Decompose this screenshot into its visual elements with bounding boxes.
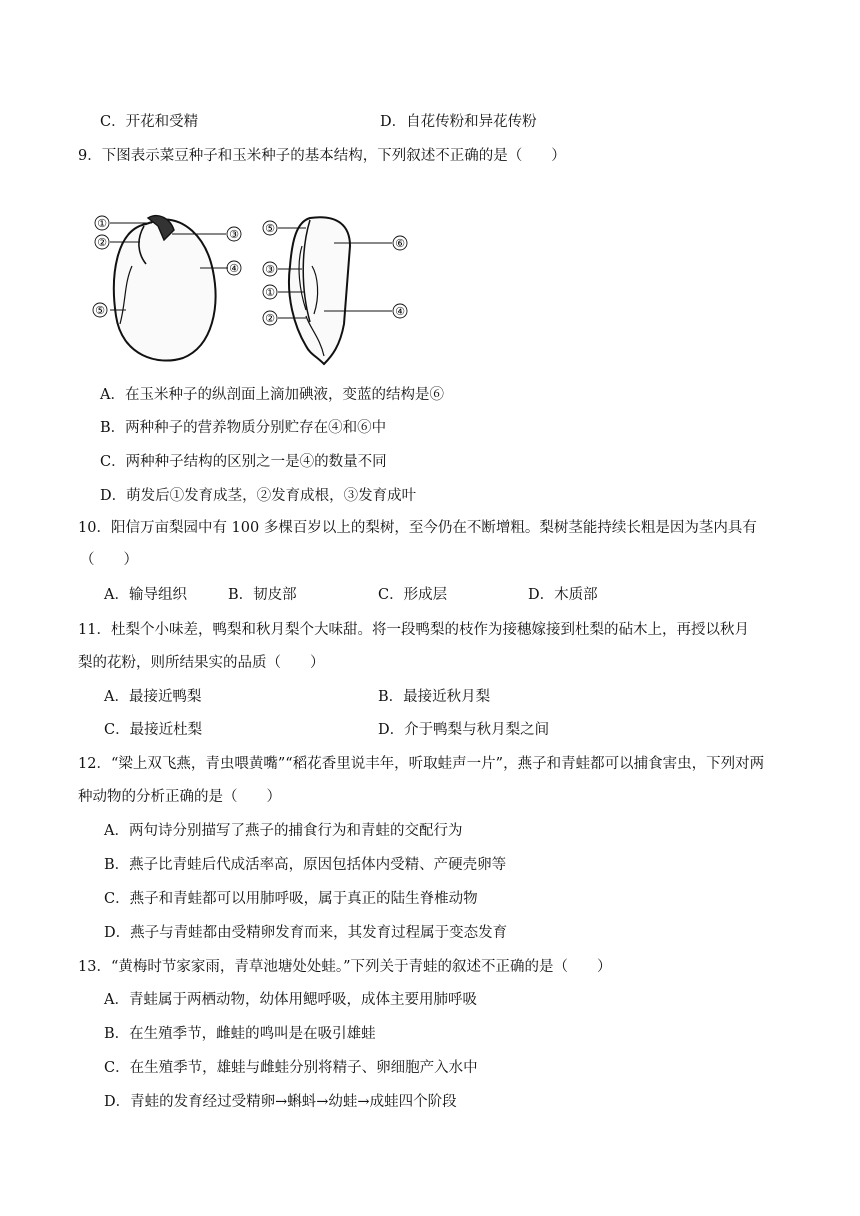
q9-option-d: D．萌发后①发育成茎，②发育成根，③发育成叶 [100, 488, 417, 504]
q11-option-a: A．最接近鸭梨 [104, 689, 202, 705]
q12-option-b: B．燕子比青蛙后代成活率高，原因包括体内受精、产硬壳卵等 [104, 857, 507, 873]
q11-option-c: C．最接近杜梨 [104, 722, 203, 738]
q10-stem-line1: 10．阳信万亩梨园中有 100 多棵百岁以上的梨树，至今仍在不断增粗。梨树茎能持续长粗是因为茎内具有 [78, 520, 757, 536]
q12-option-d: D．燕子与青蛙都由受精卵发育而来，其发育过程属于变态发育 [104, 925, 508, 941]
q9-option-a: A．在玉米种子的纵剖面上滴加碘液，变蓝的结构是⑥ [100, 387, 444, 403]
q10-option-a: A．输导组织 [104, 587, 187, 603]
q10-stem-line2: （ ） [80, 552, 138, 568]
q9-stem: 9．下图表示菜豆种子和玉米种子的基本结构，下列叙述不正确的是（ ） [78, 148, 566, 164]
seed-structure-figure [88, 206, 428, 371]
q10-option-d: D．木质部 [528, 587, 598, 603]
corn-label-5: ⑤ [265, 222, 275, 235]
q9-option-b: B．两种种子的营养物质分别贮存在④和⑥中 [100, 420, 387, 436]
corn-label-3: ③ [265, 263, 275, 276]
corn-label-6: ⑥ [395, 237, 405, 250]
bean-label-3: ③ [229, 228, 239, 241]
q11-stem-line2: 梨的花粉，则所结果实的品质（ ） [78, 655, 325, 671]
bean-label-1: ① [97, 217, 107, 230]
q10-option-c: C．形成层 [378, 587, 448, 603]
q13-option-b: B．在生殖季节，雌蛙的鸣叫是在吸引雄蛙 [104, 1026, 376, 1042]
q10-option-b: B．韧皮部 [228, 587, 297, 603]
q11-option-d: D．介于鸭梨与秋月梨之间 [378, 722, 550, 738]
q8-option-d: D．自花传粉和异花传粉 [380, 114, 537, 130]
bean-seed-diagram [114, 216, 216, 361]
q12-stem-line2: 种动物的分析正确的是（ ） [78, 789, 281, 805]
corn-label-2: ② [265, 312, 275, 325]
q13-stem: 13．“黄梅时节家家雨，青草池塘处处蛙。”下列关于青蛙的叙述不正确的是（ ） [78, 959, 612, 975]
q11-option-b: B．最接近秋月梨 [378, 689, 491, 705]
bean-label-5: ⑤ [95, 304, 105, 317]
bean-label-4: ④ [229, 262, 239, 275]
q13-option-a: A．青蛙属于两栖动物，幼体用鳃呼吸，成体主要用肺呼吸 [104, 992, 477, 1008]
q12-stem-line1: 12．“梁上双飞燕，青虫喂黄嘴”“稻花香里说丰年，听取蛙声一片”，燕子和青蛙都可以捕食害虫，下列对两 [78, 756, 765, 772]
q8-option-c: C．开花和受精 [100, 114, 199, 130]
corn-label-1: ① [265, 286, 275, 299]
corn-label-4: ④ [395, 305, 405, 318]
corn-seed-diagram [289, 217, 350, 364]
q13-option-d: D．青蛙的发育经过受精卵→蝌蚪→幼蛙→成蛙四个阶段 [104, 1094, 457, 1110]
q12-option-c: C．燕子和青蛙都可以用肺呼吸，属于真正的陆生脊椎动物 [104, 891, 478, 907]
q13-option-c: C．在生殖季节，雄蛙与雌蛙分别将精子、卵细胞产入水中 [104, 1060, 478, 1076]
q11-stem-line1: 11．杜梨个小味差，鸭梨和秋月梨个大味甜。将一段鸭梨的枝作为接穗嫁接到杜梨的砧木上，再授以秋月 [78, 622, 749, 638]
q12-option-a: A．两句诗分别描写了燕子的捕食行为和青蛙的交配行为 [104, 823, 463, 839]
bean-label-2: ② [97, 236, 107, 249]
q9-option-c: C．两种种子结构的区别之一是④的数量不同 [100, 454, 387, 470]
